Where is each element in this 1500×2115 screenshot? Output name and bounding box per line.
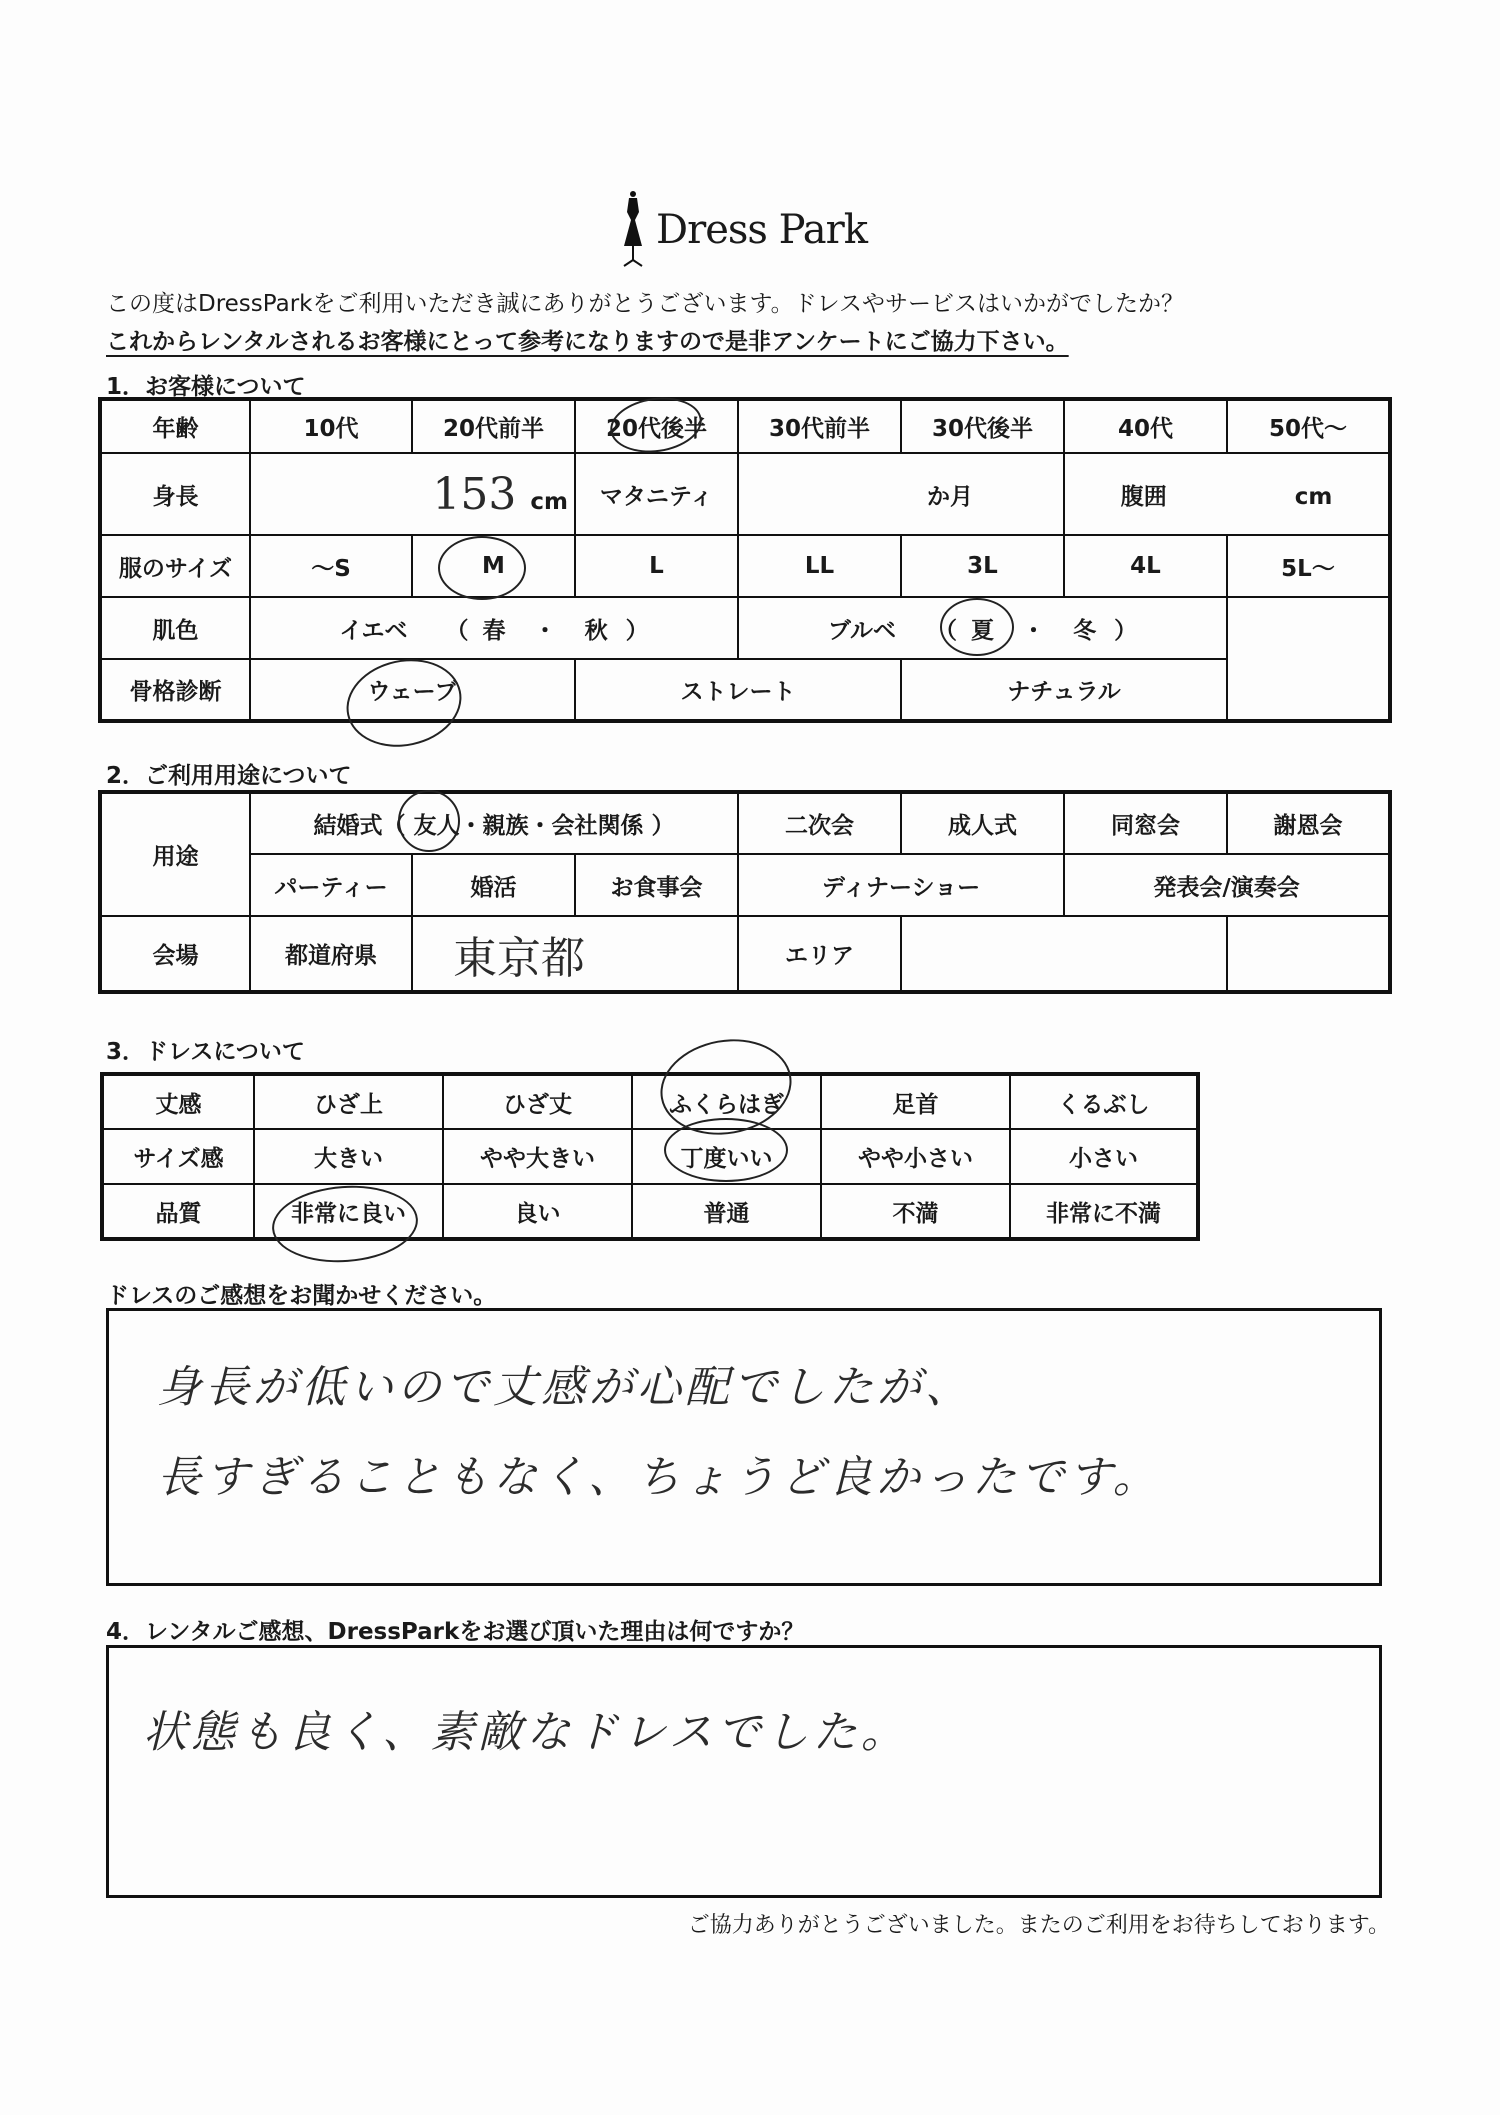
quality-option[interactable]: 普通 [632, 1184, 821, 1239]
fit-option[interactable]: やや小さい [821, 1129, 1010, 1184]
section-3-title: 3．ドレスについて [106, 1039, 305, 1065]
separator-dot: ・ [1022, 617, 1046, 644]
area-label: エリア [738, 916, 901, 992]
waist-field[interactable] [1064, 453, 1390, 535]
size-option[interactable]: LL [738, 535, 901, 597]
age-option[interactable]: 30代前半 [738, 399, 901, 453]
length-option[interactable]: 足首 [821, 1074, 1010, 1129]
quality-label: 品質 [102, 1184, 254, 1239]
summer-option[interactable]: 夏 [971, 617, 995, 644]
blue-label: ブルベ [827, 617, 896, 644]
frame-label: 骨格診断 [100, 659, 250, 721]
size-option[interactable]: 5L〜 [1227, 535, 1390, 597]
pref-field[interactable] [412, 916, 738, 992]
usage-table [98, 790, 1392, 994]
dress-form-icon [620, 190, 646, 270]
frame-option-selected[interactable]: ウェーブ [250, 659, 575, 721]
dress-comment-line: 身長が低いので丈感が心配でしたが、 [157, 1362, 973, 1413]
waist-unit: cm [1294, 483, 1333, 510]
fit-option[interactable]: 小さい [1010, 1129, 1198, 1184]
autumn-option[interactable]: 秋 [584, 617, 608, 644]
height-field[interactable] [250, 453, 575, 535]
selection-circle [664, 1118, 788, 1182]
empty-cell [1227, 659, 1390, 721]
intro-line-1: この度はDressParkをご利用いただき誠にありがとうございます。ドレスやサービスはいかがでしたか？ [106, 291, 1184, 317]
selection-circle [940, 598, 1014, 656]
dress-table [100, 1072, 1200, 1241]
separator-dot: ・ [533, 617, 557, 644]
quality-option[interactable]: 不満 [821, 1184, 1010, 1239]
usage-option[interactable]: 同窓会 [1064, 792, 1227, 854]
empty-cell [1227, 916, 1390, 992]
frame-option[interactable]: ナチュラル [901, 659, 1227, 721]
pref-value: 東京都 [453, 932, 585, 984]
empty-cell [1227, 597, 1390, 659]
usage-option[interactable]: 婚活 [412, 854, 575, 916]
fit-option[interactable]: 大きい [254, 1129, 443, 1184]
age-option[interactable]: 10代 [250, 399, 412, 453]
yellow-label: イエベ [339, 617, 408, 644]
pref-label: 都道府県 [250, 916, 412, 992]
skin-yellow[interactable] [250, 597, 738, 659]
reason-comment-line: 状態も良く、素敵なドレスでした。 [143, 1707, 909, 1758]
age-option[interactable]: 50代〜 [1227, 399, 1390, 453]
fit-option[interactable]: やや大きい [443, 1129, 632, 1184]
skin-label: 肌色 [100, 597, 250, 659]
fit-label: サイズ感 [102, 1129, 254, 1184]
age-option[interactable]: 20代前半 [412, 399, 575, 453]
usage-wedding[interactable]: 結婚式（ 友人・親族・会社関係 ） [250, 792, 738, 854]
size-option[interactable]: 4L [1064, 535, 1227, 597]
length-option[interactable]: ひざ丈 [443, 1074, 632, 1129]
month-unit: か月 [927, 483, 973, 510]
size-option[interactable]: 〜S [250, 535, 412, 597]
age-option[interactable]: 40代 [1064, 399, 1227, 453]
maternity-label: マタニティ [575, 453, 738, 535]
usage-option[interactable]: 成人式 [901, 792, 1064, 854]
age-option[interactable]: 30代後半 [901, 399, 1064, 453]
usage-label: 用途 [100, 792, 250, 916]
logo-text: Dress Park [656, 207, 867, 253]
size-option-selected[interactable]: M [412, 535, 575, 597]
intro-line-2: これからレンタルされるお客様にとって参考になりますので是非アンケートにご協力下さい。 [106, 329, 1069, 355]
size-option[interactable]: 3L [901, 535, 1064, 597]
age-label: 年齢 [100, 399, 250, 453]
size-option[interactable]: L [575, 535, 738, 597]
area-field[interactable] [901, 916, 1227, 992]
section-1-title: 1．お客様について [106, 374, 306, 400]
paren-open: （ [445, 617, 469, 644]
length-option[interactable]: くるぶし [1010, 1074, 1198, 1129]
customer-table [98, 397, 1392, 723]
paren-open: （ [934, 617, 958, 644]
fit-option-selected[interactable]: 丁度いい [632, 1129, 821, 1184]
usage-option[interactable]: お食事会 [575, 854, 738, 916]
height-value: 153 [432, 468, 517, 520]
height-unit: cm [530, 488, 568, 515]
waist-label: 腹囲 [1120, 483, 1167, 510]
usage-option[interactable]: 二次会 [738, 792, 901, 854]
brand-logo [620, 190, 867, 270]
height-label: 身長 [100, 453, 250, 535]
spring-option[interactable]: 春 [482, 617, 506, 644]
length-label: 丈感 [102, 1074, 254, 1129]
dress-comment-line: 長すぎることもなく、ちょうど良かったです。 [157, 1452, 1161, 1503]
usage-option[interactable]: パーティー [250, 854, 412, 916]
quality-option[interactable]: 良い [443, 1184, 632, 1239]
dress-comment-prompt: ドレスのご感想をお聞かせください。 [106, 1283, 497, 1309]
size-label: 服のサイズ [100, 535, 250, 597]
length-option[interactable]: ひざ上 [254, 1074, 443, 1129]
usage-option[interactable]: ディナーショー [738, 854, 1064, 916]
selection-circle [398, 790, 460, 852]
reason-comment-box[interactable] [106, 1645, 1382, 1898]
winter-option[interactable]: 冬 [1073, 617, 1097, 644]
paren-close: ） [1114, 617, 1138, 644]
section-4-title: 4．レンタルご感想、DressParkをお選び頂いた理由は何ですか？ [106, 1619, 805, 1645]
paren-close: ） [625, 617, 649, 644]
frame-option[interactable]: ストレート [575, 659, 901, 721]
usage-option[interactable]: 謝恩会 [1227, 792, 1390, 854]
selection-circle [438, 536, 526, 600]
venue-label: 会場 [100, 916, 250, 992]
dress-comment-box[interactable] [106, 1308, 1382, 1586]
quality-option[interactable]: 非常に不満 [1010, 1184, 1198, 1239]
maternity-month-field[interactable] [738, 453, 1064, 535]
quality-option-selected[interactable]: 非常に良い [254, 1184, 443, 1239]
footer-thanks: ご協力ありがとうございました。またのご利用をお待ちしております。 [687, 1913, 1390, 1938]
section-2-title: 2．ご利用用途について [106, 763, 352, 789]
age-option-selected[interactable]: 20代後半 [575, 399, 738, 453]
usage-option[interactable]: 発表会/演奏会 [1064, 854, 1390, 916]
length-option-selected[interactable]: ふくらはぎ [632, 1074, 821, 1129]
